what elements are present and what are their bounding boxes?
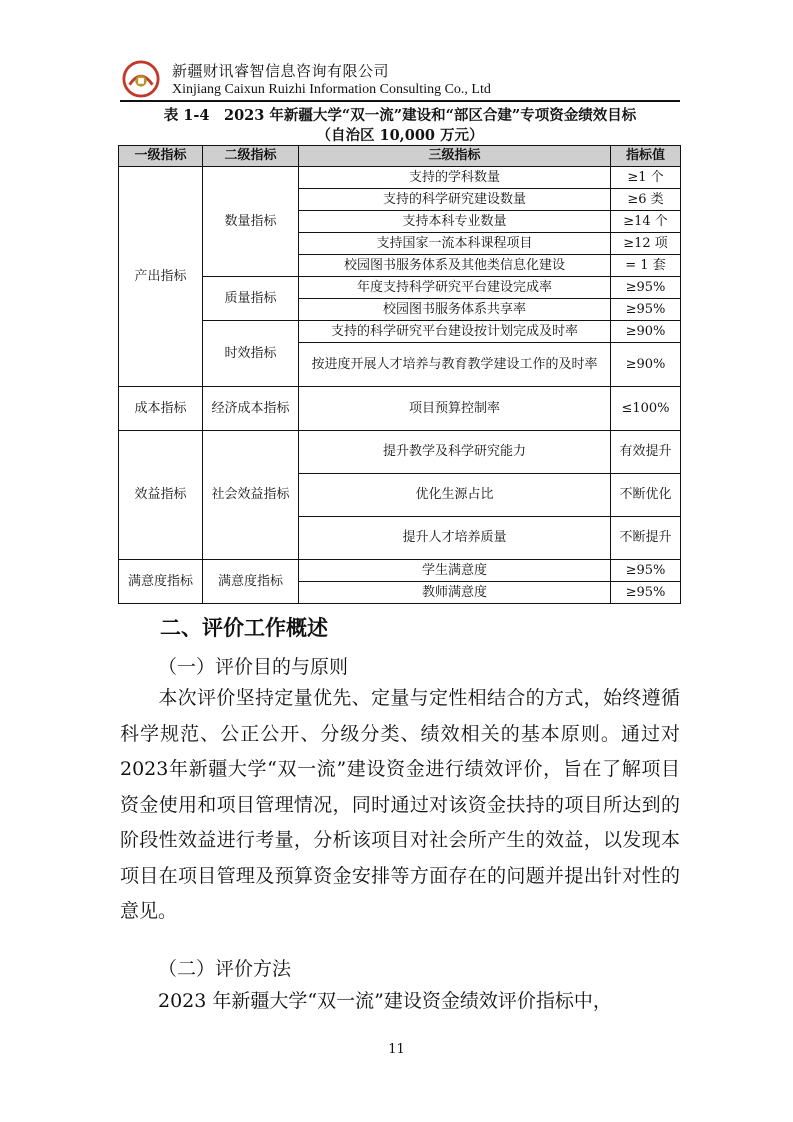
table-header-row bbox=[119, 146, 681, 167]
table-caption-unit: （自治区 10,000 万元） bbox=[316, 127, 484, 144]
section-title: 二、评价工作概述 bbox=[160, 615, 328, 640]
paragraph-2-text: 2023 年新疆大学“双一流”建设资金绩效评价指标中， bbox=[158, 990, 612, 1012]
table-caption: 表 1-4 2023 年新疆大学“双一流”建设和“部区合建”专项资金绩效目标 bbox=[163, 107, 637, 124]
level2-cell: 经济成本指标 bbox=[203, 387, 299, 431]
level3-cell: 校园图书服务体系共享率 bbox=[299, 299, 611, 321]
paragraph-1 bbox=[120, 681, 680, 930]
page-number: 11 bbox=[388, 1042, 405, 1057]
value-cell: ≥6 类 bbox=[611, 189, 681, 211]
level3-cell: 学生满意度 bbox=[299, 560, 611, 582]
table-row bbox=[119, 431, 681, 474]
value-cell: ≥95% bbox=[611, 277, 681, 299]
value-cell: 不断优化 bbox=[611, 474, 681, 517]
level2-cell: 社会效益指标 bbox=[203, 431, 299, 560]
value-cell: 有效提升 bbox=[611, 431, 681, 474]
level3-cell: 提升教学及科学研究能力 bbox=[299, 431, 611, 474]
level1-cell: 满意度指标 bbox=[119, 560, 203, 604]
level3-cell: 支持本科专业数量 bbox=[299, 211, 611, 233]
level1-cell: 效益指标 bbox=[119, 431, 203, 560]
header-level1: 一级指标 bbox=[119, 146, 203, 167]
table-row bbox=[119, 277, 681, 299]
table-row bbox=[119, 321, 681, 343]
value-cell: ≥14 个 bbox=[611, 211, 681, 233]
company-name-en: Xinjiang Caixun Ruizhi Information Consulting Co., Ltd bbox=[172, 82, 491, 97]
level3-cell: 项目预算控制率 bbox=[299, 387, 611, 431]
table-row bbox=[119, 167, 681, 189]
header-value: 指标值 bbox=[611, 146, 681, 167]
header-level3: 三级指标 bbox=[299, 146, 611, 167]
value-cell: 不断提升 bbox=[611, 517, 681, 560]
level2-cell: 质量指标 bbox=[203, 277, 299, 321]
value-cell: = 1 套 bbox=[611, 255, 681, 277]
subsection-title-1: （一）评价目的与原则 bbox=[158, 656, 349, 678]
level3-cell: 支持的学科数量 bbox=[299, 167, 611, 189]
value-cell: ≤100% bbox=[611, 387, 681, 431]
header-level2: 二级指标 bbox=[203, 146, 299, 167]
level1-cell: 产出指标 bbox=[119, 167, 203, 387]
value-cell: ≥95% bbox=[611, 582, 681, 604]
company-logo-icon bbox=[122, 60, 160, 98]
level2-cell: 时效指标 bbox=[203, 321, 299, 387]
level3-cell: 优化生源占比 bbox=[299, 474, 611, 517]
header-rule bbox=[120, 100, 680, 102]
level3-cell: 支持的科学研究建设数量 bbox=[299, 189, 611, 211]
table-row bbox=[119, 560, 681, 582]
value-cell: ≥12 项 bbox=[611, 233, 681, 255]
level3-cell: 提升人才培养质量 bbox=[299, 517, 611, 560]
level3-cell: 按进度开展人才培养与教育教学建设工作的及时率 bbox=[299, 343, 611, 387]
paragraph-1-text: 本次评价坚持定量优先、定量与定性相结合的方式，始终遵循科学规范、公正公开、分级分类、绩效相关的基本原则。通过对2023年新疆大学“双一流”建设资金进行绩效评价，旨在了解项目资金使用和项目管理情况，同时通过对该资金扶持的项目所达到的阶段性效益进行考量，分析该项目对社会所产生的效益，以发现本项目在项目管理及预算资金安排等方面存在的问题并提出针对性的意见。 bbox=[120, 687, 680, 922]
level3-cell: 支持国家一流本科课程项目 bbox=[299, 233, 611, 255]
value-cell: ≥95% bbox=[611, 560, 681, 582]
company-name-cn: 新疆财讯睿智信息咨询有限公司 bbox=[172, 62, 390, 80]
value-cell: ≥1 个 bbox=[611, 167, 681, 189]
level3-cell: 校园图书服务体系及其他类信息化建设 bbox=[299, 255, 611, 277]
level1-cell: 成本指标 bbox=[119, 387, 203, 431]
indicator-table bbox=[118, 145, 681, 604]
value-cell: ≥90% bbox=[611, 343, 681, 387]
subsection-title-2: （二）评价方法 bbox=[158, 958, 292, 980]
level3-cell: 教师满意度 bbox=[299, 582, 611, 604]
level2-cell: 数量指标 bbox=[203, 167, 299, 277]
value-cell: ≥95% bbox=[611, 299, 681, 321]
paragraph-2 bbox=[120, 984, 680, 1020]
level3-cell: 支持的科学研究平台建设按计划完成及时率 bbox=[299, 321, 611, 343]
value-cell: ≥90% bbox=[611, 321, 681, 343]
level2-cell: 满意度指标 bbox=[203, 560, 299, 604]
table-row bbox=[119, 387, 681, 431]
level3-cell: 年度支持科学研究平台建设完成率 bbox=[299, 277, 611, 299]
